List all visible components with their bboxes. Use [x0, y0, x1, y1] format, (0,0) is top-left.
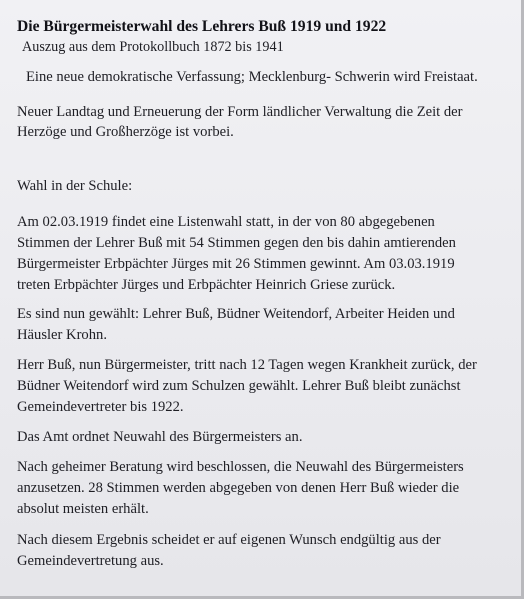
paragraph-line: Gemeindevertretung aus. [17, 553, 164, 569]
paragraph-line: Häusler Krohn. [17, 327, 107, 343]
paragraph-line: Nach geheimer Beratung wird beschlossen, die Neuwahl des Bürgermeisters [17, 459, 464, 475]
paragraph-line: Am 02.03.1919 findet eine Listenwahl statt, in der von 80 abgegebenen [17, 214, 435, 230]
paragraph-line: Herr Buß, nun Bürgermeister, tritt nach 12 Tagen wegen Krankheit zurück, der [17, 357, 477, 373]
paragraph-line: Herzöge und Großherzöge ist vorbei. [17, 124, 234, 140]
paragraph-line: Neuer Landtag und Erneuerung der Form ländlicher Verwaltung die Zeit der [17, 104, 463, 120]
paragraph-line: Stimmen der Lehrer Buß mit 54 Stimmen gegen den bis dahin amtierenden [17, 235, 456, 251]
paragraph-line: anzusetzen. 28 Stimmen werden abgegeben von denen Herr Buß wieder die [17, 480, 460, 496]
paragraph-line: Büdner Weitendorf wird zum Schulzen gewählt. Lehrer Buß bleibt zunächst [17, 378, 461, 394]
paragraph-line: Das Amt ordnet Neuwahl des Bürgermeisters an. [17, 429, 303, 445]
paragraph-line: Eine neue demokratische Verfassung; Mecklenburg- Schwerin wird Freistaat. [26, 69, 478, 85]
paragraph-line: treten Erbpächter Jürges und Erbpächter Heinrich Griese zurück. [17, 277, 396, 293]
document-title: Die Bürgermeisterwahl des Lehrers Buß 1919 und 1922 [17, 18, 387, 35]
paragraph-line: Es sind nun gewählt: Lehrer Buß, Büdner Weitendorf, Arbeiter Heiden und [17, 306, 455, 322]
paragraph-line: Gemeindevertreter bis 1922. [17, 399, 184, 415]
paragraph-line: absolut meisten erhält. [17, 501, 149, 517]
paragraph-line: Bürgermeister Erbpächter Jürges mit 26 Stimmen gewinnt. Am 03.03.1919 [17, 256, 455, 272]
section-heading: Wahl in der Schule: [17, 178, 133, 194]
paragraph-line: Nach diesem Ergebnis scheidet er auf eigenen Wunsch endgültig aus der [17, 532, 441, 548]
document-subtitle: Auszug aus dem Protokollbuch 1872 bis 1941 [22, 39, 284, 55]
